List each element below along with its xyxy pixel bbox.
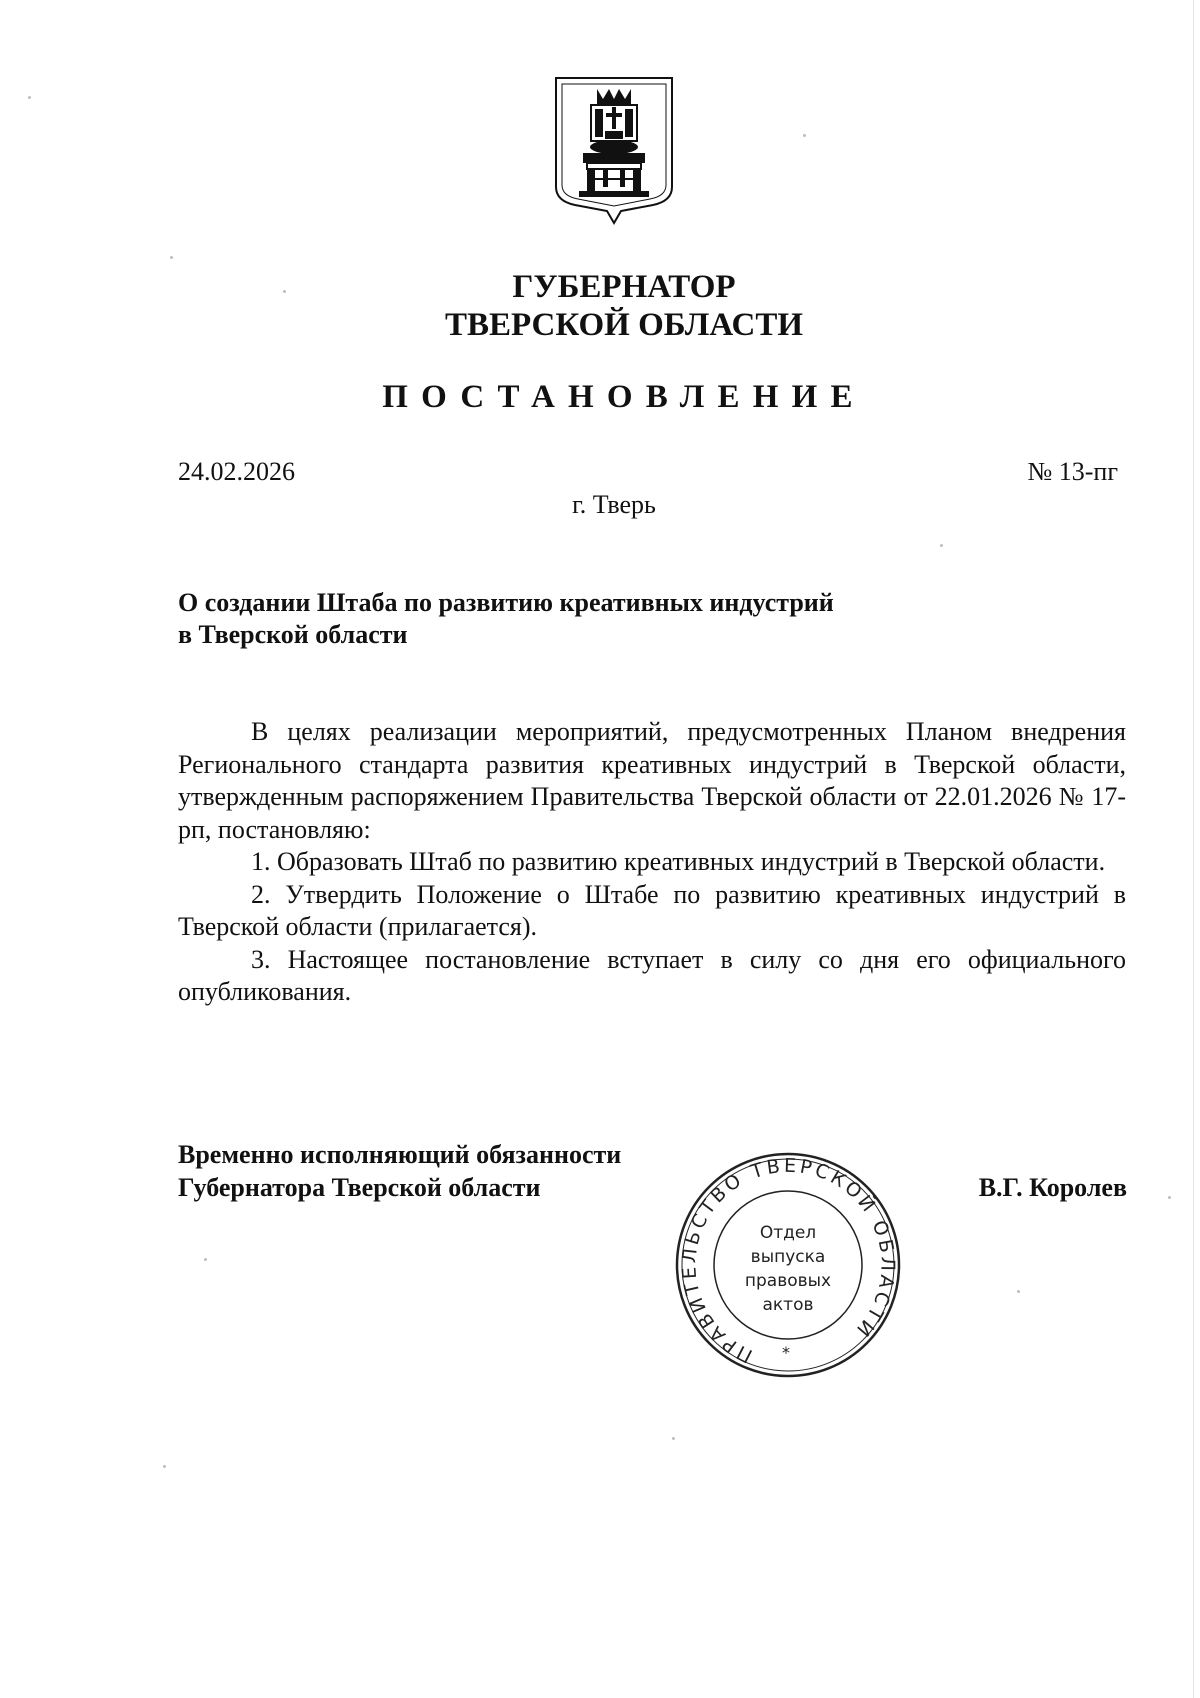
scan-speck [1017,1290,1020,1293]
signer-name: В.Г. Королев [978,1173,1127,1202]
stamp-inner-line: выпуска [750,1247,826,1267]
document-date: 24.02.2026 [178,457,295,486]
official-stamp [673,1150,903,1380]
signer-position-line: Временно исполняющий обязанности [178,1140,622,1169]
document-body [178,716,1126,1009]
body-paragraph: 2. Утвердить Положение о Штабе по развитию креативных индустрий в Тверской области (прилагается). [178,879,1126,941]
authority-title: ГУБЕРНАТОР [512,269,736,305]
scan-speck [803,134,806,137]
authority-region: ТВЕРСКОЙ ОБЛАСТИ [444,307,804,343]
body-paragraph: 1. Образовать Штаб по развитию креативных индустрий в Тверской области. [251,847,1106,876]
scan-speck [940,544,943,547]
title-line: в Тверской области [178,620,408,649]
signer-position-line: Губернатора Тверской области [178,1173,541,1202]
title-line: О создании Штаба по развитию креативных индустрий [178,588,834,617]
document-title [178,587,998,651]
scan-speck [204,1258,207,1261]
document-type: ПОСТАНОВЛЕНИЕ [382,379,866,415]
document-number: № 13-пг [1027,457,1118,486]
body-paragraph: В целях реализации мероприятий, предусмотренных Планом внедрения Регионального стандарта развития креативных индустрий в Тверской области, утвержденным распоряжением Правительства Тверской области от 22.01.2026 № 17-рп, постановляю: [178,717,1126,844]
stamp-inner-line: правовых [744,1271,832,1291]
scan-speck [163,1465,166,1468]
signer-position [178,1138,621,1204]
scan-edge [1193,0,1194,1698]
scan-speck [170,256,173,259]
scan-speck [672,1437,675,1440]
stamp-ring-text: ПРАВИТЕЛЬСТВО ТВЕРСКОЙ ОБЛАСТИ [678,1154,899,1367]
stamp-star: * [782,1343,790,1362]
document-city: г. Тверь [572,490,656,519]
body-paragraph: 3. Настоящее постановление вступает в силу со дня его официального опубликования. [178,944,1126,1006]
stamp-inner-line: актов [762,1295,814,1315]
scan-speck [28,96,31,99]
scan-speck [1168,1196,1171,1199]
tver-coat-of-arms-icon [553,75,675,227]
stamp-inner-line: Отдел [759,1223,817,1243]
scan-speck [283,290,286,293]
